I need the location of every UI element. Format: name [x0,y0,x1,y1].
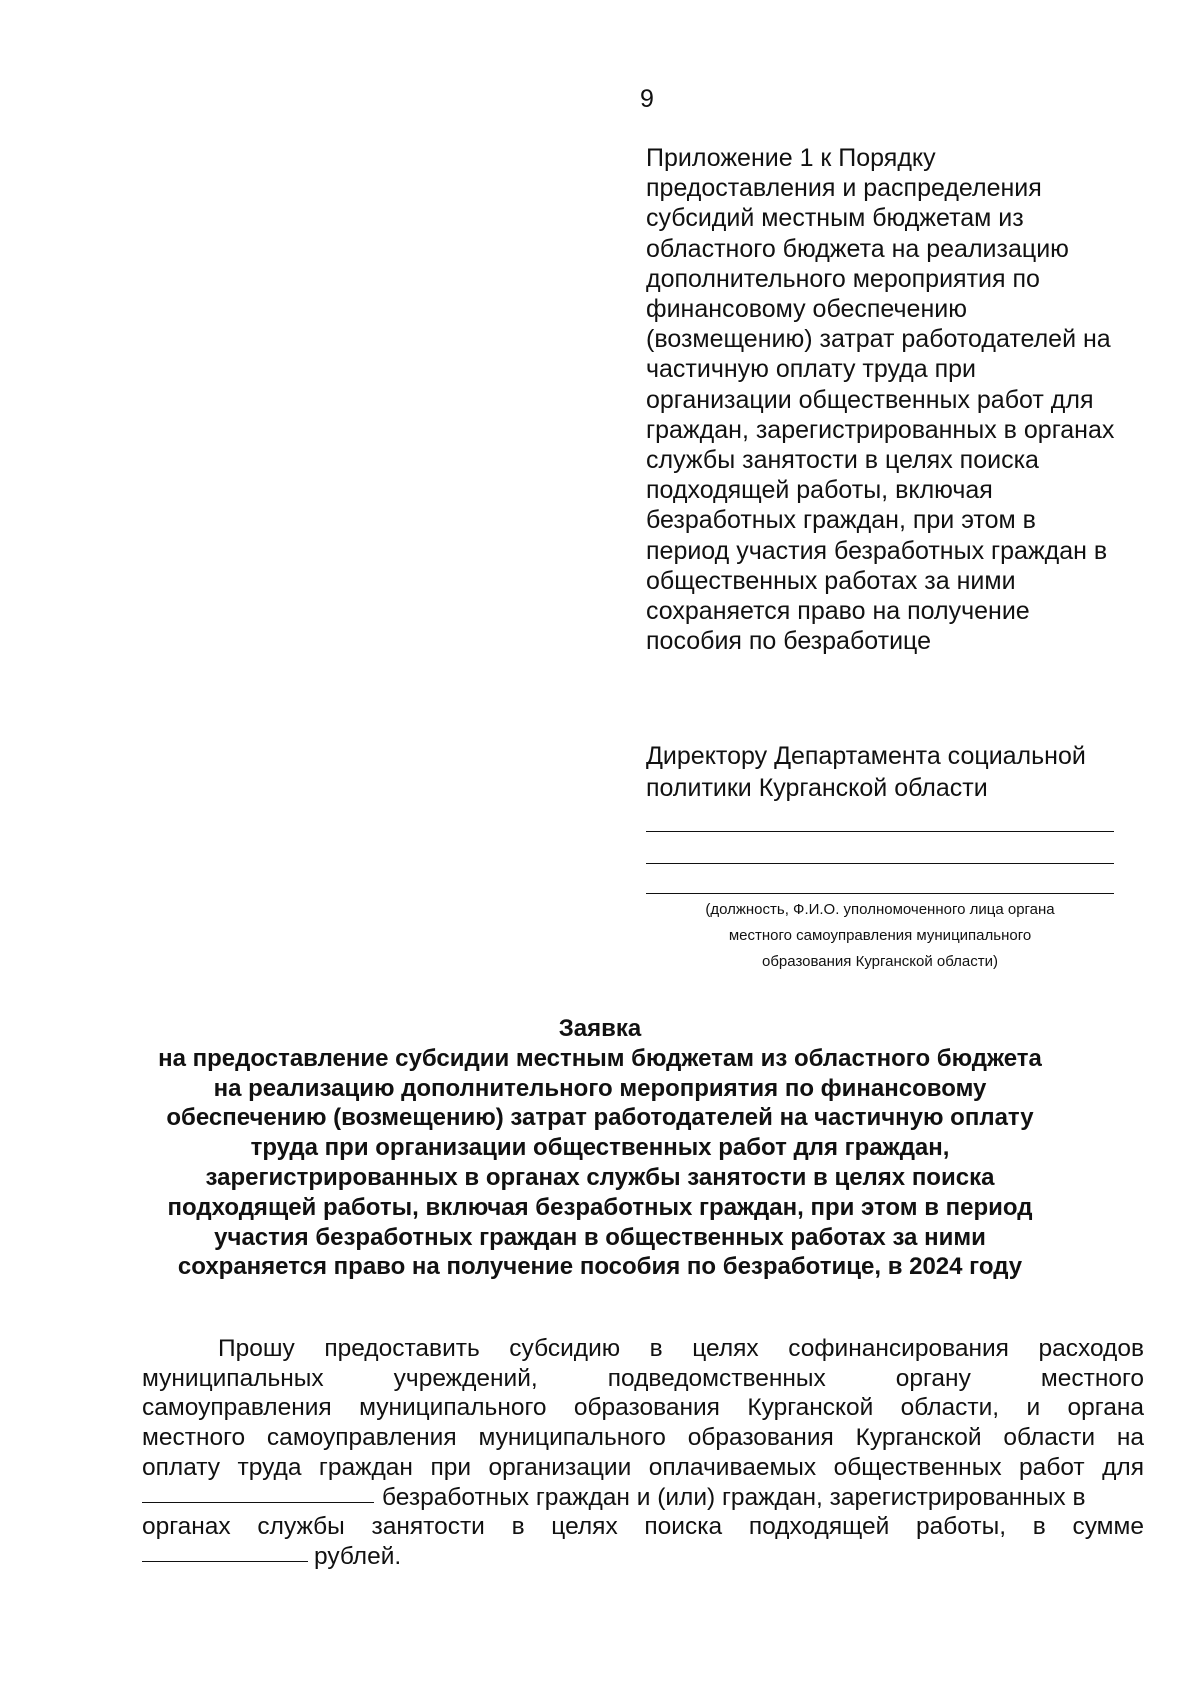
appendix-line: организации общественных работ для [646,385,1094,414]
page-number: 9 [640,85,654,113]
body-line-with-blank [142,1483,1144,1513]
appendix-line: общественных работах за ними [646,566,1016,595]
addressee-block [646,740,1166,804]
request-subtitle-line: участия безработных граждан в общественных работах за ними [214,1223,986,1251]
addressee-line: Директору Департамента социальной [646,742,1086,770]
request-subtitle-line: труда при организации общественных работ для граждан, [250,1134,950,1162]
appendix-line: граждан, зарегистрированных в органах [646,415,1115,444]
request-title: Заявка [558,1015,642,1042]
appendix-line: предоставления и распределения [646,174,1042,203]
caption-line: образования Курганской области) [762,953,998,970]
appendix-line: период участия безработных граждан в [646,536,1108,565]
appendix-line: службы занятости в целях поиска [646,446,1039,475]
count-blank-field [142,1502,374,1503]
appendix-line: дополнительного мероприятия по [646,264,1040,293]
request-heading [100,1014,1100,1282]
request-subtitle-line: на предоставление субсидии местным бюджетам из областного бюджета [158,1044,1042,1072]
body-line-text: безработных граждан и (или) граждан, зарегистрированных в [382,1483,1086,1511]
caption-line: (должность, Ф.И.О. уполномоченного лица органа [705,901,1055,918]
body-line: самоуправления муниципального образования Курганской области, и органа [142,1394,1144,1422]
request-subtitle-line: на реализацию дополнительного мероприятия по финансовому [213,1074,987,1102]
signature-blank-line [646,863,1114,864]
appendix-reference [646,143,1166,656]
appendix-line: безработных граждан, при этом в [646,506,1036,535]
body-line: оплату труда граждан при организации оплачиваемых общественных работ для [142,1453,1144,1481]
request-body-paragraph [142,1334,1144,1572]
body-line-with-blank [142,1542,1144,1572]
signature-blank-line [646,831,1114,832]
body-line: местного самоуправления муниципального образования Курганской области на [142,1424,1144,1452]
appendix-line: пособия по безработице [646,627,931,656]
body-line: органах службы занятости в целях поиска подходящей работы, в сумме [142,1513,1144,1541]
body-line: Прошу предоставить субсидию в целях софинансирования расходов [218,1335,1144,1362]
request-subtitle-line: зарегистрированных в органах службы занятости в целях поиска [205,1163,995,1191]
appendix-line: финансовому обеспечению [646,295,967,324]
request-subtitle-line: подходящей работы, включая безработных граждан, при этом в период [167,1193,1033,1221]
appendix-line: подходящей работы, включая [646,476,993,505]
addressee-line: политики Курганской области [646,774,988,802]
amount-blank-field [142,1561,308,1562]
appendix-line: субсидий местным бюджетам из [646,204,1024,233]
appendix-line: (возмещению) затрат работодателей на [646,325,1111,354]
request-subtitle-line: обеспечению (возмещению) затрат работодателей на частичную оплату [166,1104,1034,1132]
request-subtitle-line: сохраняется право на получение пособия по безработице, в 2024 году [177,1253,1023,1281]
caption-line: местного самоуправления муниципального [728,927,1032,944]
signature-caption [646,897,1114,975]
body-line-text: рублей. [314,1542,402,1570]
appendix-line: частичную оплату труда при [646,355,977,384]
signature-blank-line [646,893,1114,894]
body-line: муниципальных учреждений, подведомственных органу местного [142,1364,1144,1392]
appendix-line: сохраняется право на получение [646,597,1030,626]
appendix-line: областного бюджета на реализацию [646,234,1069,263]
appendix-line: Приложение 1 к Порядку [646,144,936,172]
